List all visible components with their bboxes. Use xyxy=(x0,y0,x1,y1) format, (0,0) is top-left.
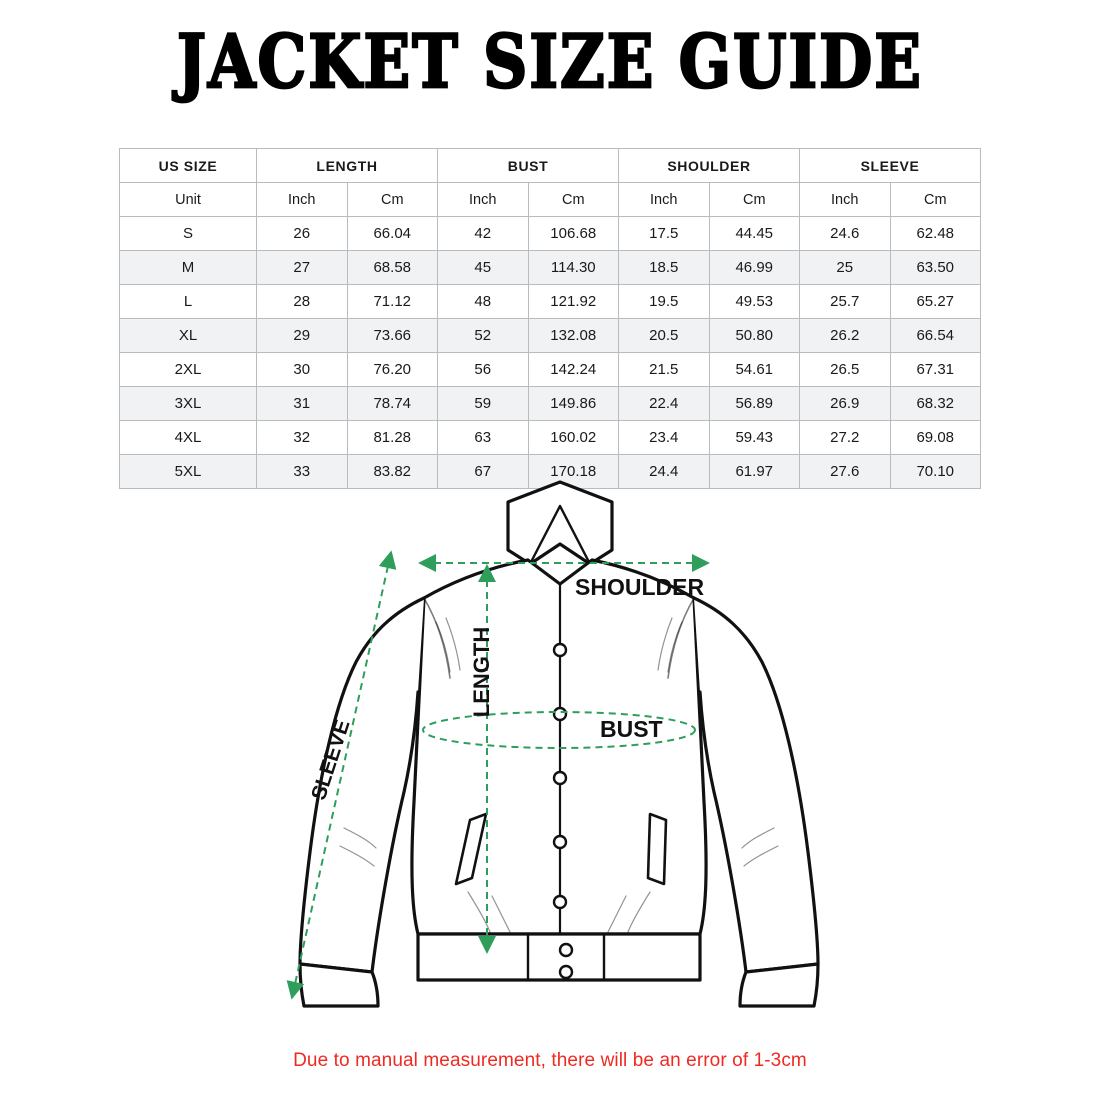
cell-sleeve-inch: 27.2 xyxy=(800,421,891,455)
group-header-bust: BUST xyxy=(438,149,619,183)
cell-size: L xyxy=(120,285,257,319)
cell-length-cm: 81.28 xyxy=(347,421,438,455)
unit-shoulder-inch: Inch xyxy=(619,183,710,217)
jacket-diagram xyxy=(0,472,1100,1052)
cell-shoulder-cm: 50.80 xyxy=(709,319,800,353)
cell-size: XL xyxy=(120,319,257,353)
cell-length-cm: 78.74 xyxy=(347,387,438,421)
cell-length-inch: 32 xyxy=(257,421,348,455)
group-header-us-size: US SIZE xyxy=(120,149,257,183)
cell-shoulder-cm: 49.53 xyxy=(709,285,800,319)
cell-shoulder-inch: 21.5 xyxy=(619,353,710,387)
cell-size: 3XL xyxy=(120,387,257,421)
label-length: LENGTH xyxy=(469,626,494,718)
table-body xyxy=(120,217,981,489)
cell-shoulder-cm: 56.89 xyxy=(709,387,800,421)
cell-shoulder-inch: 20.5 xyxy=(619,319,710,353)
cell-size: M xyxy=(120,251,257,285)
cell-shoulder-inch: 17.5 xyxy=(619,217,710,251)
cell-shoulder-inch: 18.5 xyxy=(619,251,710,285)
cell-bust-inch: 42 xyxy=(438,217,529,251)
table-row xyxy=(120,319,981,353)
cell-bust-inch: 48 xyxy=(438,285,529,319)
cell-length-cm: 76.20 xyxy=(347,353,438,387)
cell-length-inch: 30 xyxy=(257,353,348,387)
cell-size: 4XL xyxy=(120,421,257,455)
cell-sleeve-inch: 24.6 xyxy=(800,217,891,251)
unit-sleeve-cm: Cm xyxy=(890,183,981,217)
cell-length-cm: 73.66 xyxy=(347,319,438,353)
unit-label: Unit xyxy=(120,183,257,217)
cell-sleeve-cm: 63.50 xyxy=(890,251,981,285)
cell-shoulder-cm: 59.43 xyxy=(709,421,800,455)
cell-length-cm: 83.82 xyxy=(347,455,438,489)
cell-bust-inch: 45 xyxy=(438,251,529,285)
cell-length-inch: 27 xyxy=(257,251,348,285)
cell-sleeve-inch: 27.6 xyxy=(800,455,891,489)
cell-sleeve-inch: 26.9 xyxy=(800,387,891,421)
cell-length-cm: 68.58 xyxy=(347,251,438,285)
table-row xyxy=(120,353,981,387)
cell-shoulder-inch: 19.5 xyxy=(619,285,710,319)
cell-sleeve-cm: 69.08 xyxy=(890,421,981,455)
unit-bust-cm: Cm xyxy=(528,183,619,217)
cell-shoulder-cm: 54.61 xyxy=(709,353,800,387)
cell-bust-inch: 52 xyxy=(438,319,529,353)
cell-sleeve-inch: 25.7 xyxy=(800,285,891,319)
cell-bust-cm: 132.08 xyxy=(528,319,619,353)
cell-bust-cm: 106.68 xyxy=(528,217,619,251)
cell-length-cm: 66.04 xyxy=(347,217,438,251)
unit-bust-inch: Inch xyxy=(438,183,529,217)
table-head xyxy=(120,149,981,217)
group-header-sleeve: SLEEVE xyxy=(800,149,981,183)
cell-shoulder-inch: 24.4 xyxy=(619,455,710,489)
group-header-shoulder: SHOULDER xyxy=(619,149,800,183)
cell-sleeve-inch: 25 xyxy=(800,251,891,285)
page-title: JACKET SIZE GUIDE xyxy=(177,20,923,106)
cell-bust-cm: 121.92 xyxy=(528,285,619,319)
label-bust: BUST xyxy=(600,716,663,742)
table-group-header-row xyxy=(120,149,981,183)
unit-sleeve-inch: Inch xyxy=(800,183,891,217)
jacket-outline xyxy=(300,482,818,1006)
cell-bust-cm: 142.24 xyxy=(528,353,619,387)
cell-length-inch: 26 xyxy=(257,217,348,251)
cell-sleeve-cm: 62.48 xyxy=(890,217,981,251)
label-shoulder: SHOULDER xyxy=(575,574,705,600)
cell-bust-cm: 149.86 xyxy=(528,387,619,421)
measurement-disclaimer: Due to manual measurement, there will be an error of 1-3cm xyxy=(293,1050,807,1071)
cell-length-inch: 31 xyxy=(257,387,348,421)
table-row xyxy=(120,421,981,455)
table-row xyxy=(120,217,981,251)
table-unit-row xyxy=(120,183,981,217)
cell-sleeve-cm: 70.10 xyxy=(890,455,981,489)
cell-bust-cm: 160.02 xyxy=(528,421,619,455)
cell-size: 2XL xyxy=(120,353,257,387)
cell-sleeve-inch: 26.5 xyxy=(800,353,891,387)
unit-length-cm: Cm xyxy=(347,183,438,217)
cell-shoulder-cm: 46.99 xyxy=(709,251,800,285)
cell-length-inch: 29 xyxy=(257,319,348,353)
unit-shoulder-cm: Cm xyxy=(709,183,800,217)
cell-bust-inch: 56 xyxy=(438,353,529,387)
cell-size: S xyxy=(120,217,257,251)
cell-shoulder-inch: 23.4 xyxy=(619,421,710,455)
cell-shoulder-cm: 61.97 xyxy=(709,455,800,489)
cell-bust-cm: 170.18 xyxy=(528,455,619,489)
group-header-length: LENGTH xyxy=(257,149,438,183)
cell-bust-inch: 67 xyxy=(438,455,529,489)
cell-bust-inch: 59 xyxy=(438,387,529,421)
cell-sleeve-cm: 65.27 xyxy=(890,285,981,319)
cell-sleeve-cm: 68.32 xyxy=(890,387,981,421)
cell-size: 5XL xyxy=(120,455,257,489)
table-row xyxy=(120,285,981,319)
unit-length-inch: Inch xyxy=(257,183,348,217)
cell-sleeve-inch: 26.2 xyxy=(800,319,891,353)
size-table xyxy=(119,148,981,489)
cell-length-cm: 71.12 xyxy=(347,285,438,319)
cell-shoulder-cm: 44.45 xyxy=(709,217,800,251)
table-row xyxy=(120,251,981,285)
cell-sleeve-cm: 67.31 xyxy=(890,353,981,387)
size-table-container xyxy=(119,148,981,489)
cell-sleeve-cm: 66.54 xyxy=(890,319,981,353)
cell-bust-cm: 114.30 xyxy=(528,251,619,285)
cell-bust-inch: 63 xyxy=(438,421,529,455)
table-row xyxy=(120,387,981,421)
cell-shoulder-inch: 22.4 xyxy=(619,387,710,421)
cell-length-inch: 28 xyxy=(257,285,348,319)
cell-length-inch: 33 xyxy=(257,455,348,489)
label-sleeve: SLEEVE xyxy=(307,717,355,803)
